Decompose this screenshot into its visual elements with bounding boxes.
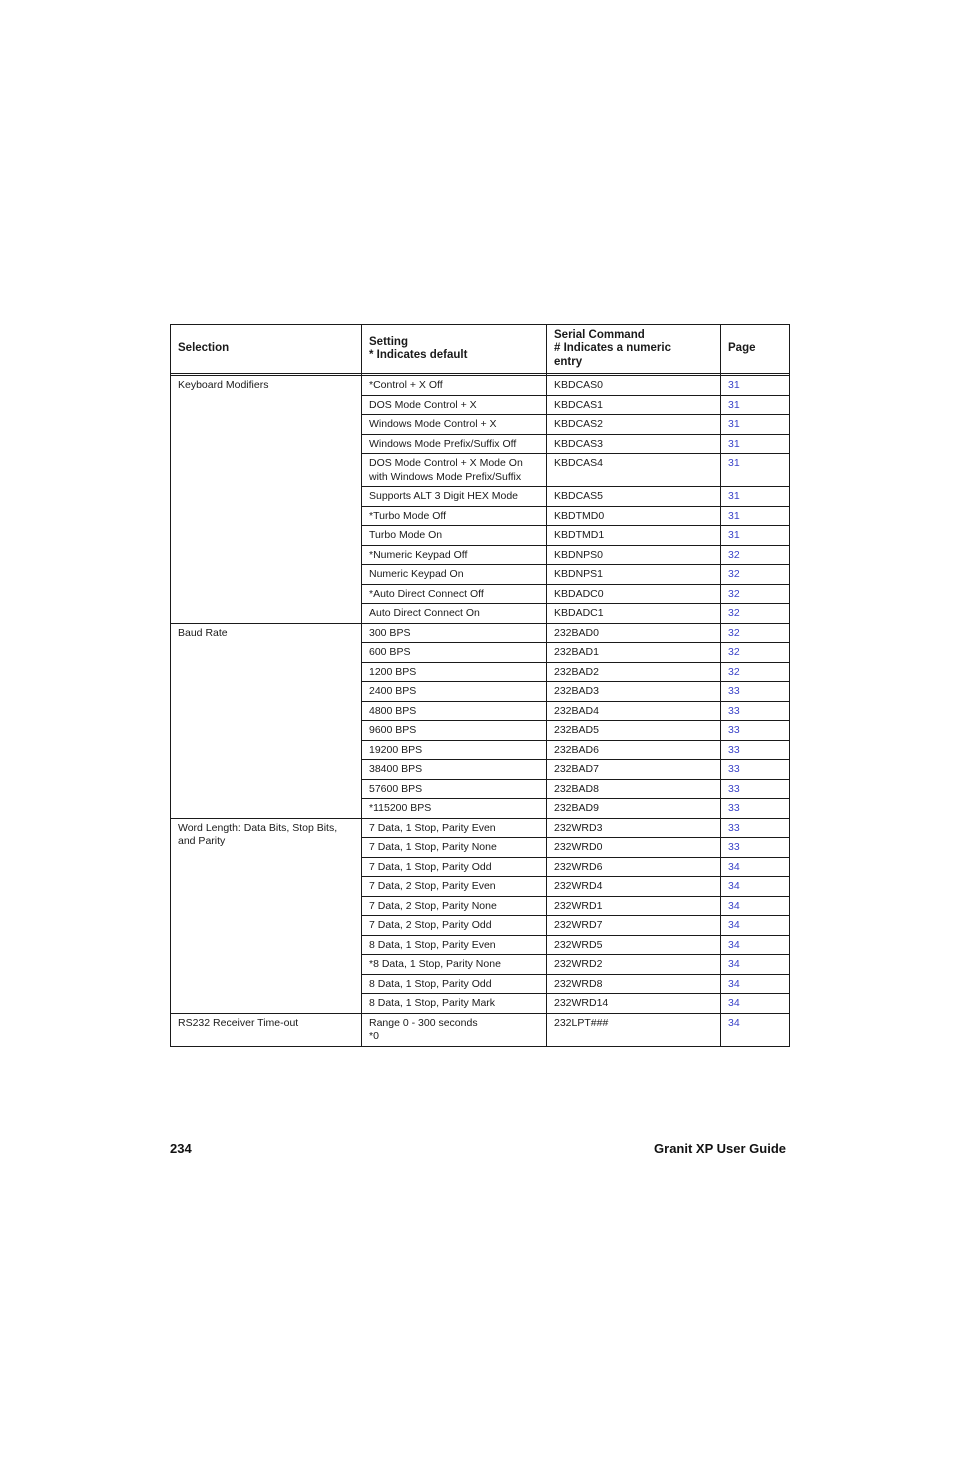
setting-text: 8 Data, 1 Stop, Parity Mark (369, 997, 496, 1009)
setting-text: 38400 BPS (369, 763, 423, 775)
command-cell: KBDCAS5 (547, 487, 721, 507)
page-link[interactable]: 33 (721, 818, 790, 838)
table-row (171, 376, 790, 396)
page-link[interactable]: 34 (721, 916, 790, 936)
setting-text: 7 Data, 2 Stop, Parity None (369, 899, 497, 912)
setting-text: *Turbo Mode Off (369, 509, 447, 522)
setting-cell (362, 434, 547, 454)
setting-cell (362, 604, 547, 624)
page-link[interactable]: 32 (721, 584, 790, 604)
header-setting: Setting * Indicates default (362, 325, 547, 374)
command-cell: 232WRD6 (547, 857, 721, 877)
page-link[interactable]: 32 (721, 623, 790, 643)
document-title: Granit XP User Guide (654, 1141, 786, 1156)
setting-text: Windows Mode Control + X (369, 418, 497, 430)
page-link[interactable]: 34 (721, 1013, 790, 1046)
setting-text: 8 Data, 1 Stop, Parity Odd (369, 977, 492, 990)
page-link[interactable]: 34 (721, 877, 790, 897)
setting-text: 57600 BPS (369, 782, 423, 795)
command-cell: 232BAD5 (547, 721, 721, 741)
command-cell: KBDCAS4 (547, 454, 721, 487)
page-link[interactable]: 33 (721, 682, 790, 702)
command-cell: 232BAD7 (547, 760, 721, 780)
page-link[interactable]: 34 (721, 955, 790, 975)
setting-text: Supports ALT 3 Digit HEX Mode (369, 490, 519, 502)
setting-cell (362, 740, 547, 760)
table-header (171, 325, 790, 376)
page-link[interactable]: 34 (721, 935, 790, 955)
setting-text: 1200 BPS (369, 665, 417, 678)
setting-cell (362, 779, 547, 799)
table-row (171, 623, 790, 643)
setting-cell (362, 506, 547, 526)
page-link[interactable]: 32 (721, 545, 790, 565)
header-selection: Selection (171, 325, 362, 374)
command-cell: 232BAD4 (547, 701, 721, 721)
page-link[interactable]: 33 (721, 760, 790, 780)
page-link[interactable]: 31 (721, 376, 790, 396)
page-link[interactable]: 31 (721, 526, 790, 546)
command-cell: KBDNPS0 (547, 545, 721, 565)
page-link[interactable]: 33 (721, 799, 790, 819)
page-link[interactable]: 32 (721, 643, 790, 663)
setting-cell (362, 896, 547, 916)
header-page: Page (721, 325, 790, 374)
command-cell: 232WRD7 (547, 916, 721, 936)
setting-cell (362, 1013, 547, 1046)
setting-text: Numeric Keypad On (369, 568, 464, 580)
command-cell: KBDTMD0 (547, 506, 721, 526)
table-body (171, 376, 790, 1047)
page-link[interactable]: 31 (721, 415, 790, 435)
command-cell: 232WRD3 (547, 818, 721, 838)
setting-text: 8 Data, 1 Stop, Parity Even (369, 938, 496, 951)
page-link[interactable]: 33 (721, 740, 790, 760)
command-cell: KBDCAS2 (547, 415, 721, 435)
setting-text: *Auto Direct Connect Off (369, 587, 484, 600)
setting-cell (362, 838, 547, 858)
setting-cell (362, 545, 547, 565)
page-link[interactable]: 31 (721, 434, 790, 454)
setting-default: *0 (369, 1030, 379, 1042)
setting-text: Auto Direct Connect On (369, 607, 480, 619)
setting-cell (362, 974, 547, 994)
command-cell: 232WRD8 (547, 974, 721, 994)
setting-text: Turbo Mode On (369, 529, 443, 541)
page-link[interactable]: 34 (721, 896, 790, 916)
setting-cell (362, 955, 547, 975)
setting-cell (362, 395, 547, 415)
setting-text: 7 Data, 2 Stop, Parity Odd (369, 919, 492, 931)
page-link[interactable]: 32 (721, 662, 790, 682)
page-link[interactable]: 33 (721, 721, 790, 741)
setting-text: *115200 BPS (369, 802, 432, 814)
command-cell: 232BAD8 (547, 779, 721, 799)
command-cell: 232BAD3 (547, 682, 721, 702)
setting-cell (362, 935, 547, 955)
setting-cell (362, 701, 547, 721)
setting-cell (362, 760, 547, 780)
page-link[interactable]: 34 (721, 994, 790, 1014)
setting-text: 600 BPS (369, 646, 411, 658)
setting-cell (362, 623, 547, 643)
page-link[interactable]: 34 (721, 857, 790, 877)
command-cell: 232BAD9 (547, 799, 721, 819)
setting-cell (362, 415, 547, 435)
setting-text: Range 0 - 300 seconds (369, 1016, 478, 1029)
page-link[interactable]: 32 (721, 565, 790, 585)
page-link[interactable]: 31 (721, 454, 790, 487)
command-cell: KBDTMD1 (547, 526, 721, 546)
page-number: 234 (170, 1141, 192, 1156)
setting-text: 9600 BPS (369, 724, 417, 736)
setting-text: 2400 BPS (369, 685, 417, 697)
page-link[interactable]: 31 (721, 395, 790, 415)
table-row (171, 1013, 790, 1046)
table-row (171, 818, 790, 838)
command-cell: KBDADC0 (547, 584, 721, 604)
command-cell: 232LPT### (547, 1013, 721, 1046)
setting-cell (362, 877, 547, 897)
page-link[interactable]: 33 (721, 701, 790, 721)
setting-cell (362, 584, 547, 604)
selection-cell: Keyboard Modifiers (171, 376, 362, 624)
setting-text: 7 Data, 1 Stop, Parity None (369, 841, 497, 853)
setting-text: 19200 BPS (369, 743, 423, 756)
setting-text: 7 Data, 1 Stop, Parity Odd (369, 860, 492, 873)
setting-cell (362, 818, 547, 838)
selection-cell: Baud Rate (171, 623, 362, 818)
settings-table (170, 324, 790, 1047)
setting-cell (362, 682, 547, 702)
selection-cell: Word Length: Data Bits, Stop Bits, and Parity (171, 818, 362, 1013)
command-cell: KBDNPS1 (547, 565, 721, 585)
command-cell: 232BAD2 (547, 662, 721, 682)
setting-text: Windows Mode Prefix/Suffix Off (369, 437, 517, 450)
setting-text: 300 BPS (369, 626, 411, 639)
setting-text: DOS Mode Control + X (369, 398, 477, 411)
setting-cell (362, 916, 547, 936)
setting-text: 7 Data, 2 Stop, Parity Even (369, 880, 496, 892)
command-cell: KBDCAS3 (547, 434, 721, 454)
setting-cell (362, 662, 547, 682)
setting-cell (362, 643, 547, 663)
selection-cell: RS232 Receiver Time-out (171, 1013, 362, 1046)
setting-text: *Numeric Keypad Off (369, 548, 468, 561)
header-serial-command: Serial Command # Indicates a numeric entry (547, 325, 721, 374)
command-cell: KBDCAS0 (547, 376, 721, 396)
setting-text: DOS Mode Control + X Mode On with Windows Mode Prefix/Suffix (369, 457, 523, 483)
page-link[interactable]: 31 (721, 487, 790, 507)
page-link[interactable]: 33 (721, 838, 790, 858)
setting-cell (362, 721, 547, 741)
command-cell: 232WRD5 (547, 935, 721, 955)
page-link[interactable]: 32 (721, 604, 790, 624)
setting-cell (362, 526, 547, 546)
setting-cell (362, 487, 547, 507)
setting-cell (362, 857, 547, 877)
setting-cell (362, 565, 547, 585)
page-link[interactable]: 34 (721, 974, 790, 994)
setting-text: 7 Data, 1 Stop, Parity Even (369, 821, 496, 834)
command-cell: 232BAD6 (547, 740, 721, 760)
setting-cell (362, 799, 547, 819)
command-cell: KBDADC1 (547, 604, 721, 624)
command-cell: 232WRD0 (547, 838, 721, 858)
setting-cell (362, 376, 547, 396)
command-cell: KBDCAS1 (547, 395, 721, 415)
page-link[interactable]: 31 (721, 506, 790, 526)
command-cell: 232WRD2 (547, 955, 721, 975)
command-cell: 232WRD4 (547, 877, 721, 897)
command-cell: 232BAD0 (547, 623, 721, 643)
setting-text: *Control + X Off (369, 379, 443, 391)
setting-cell (362, 454, 547, 487)
command-cell: 232BAD1 (547, 643, 721, 663)
command-cell: 232WRD1 (547, 896, 721, 916)
setting-text: 4800 BPS (369, 704, 417, 717)
setting-cell (362, 994, 547, 1014)
page-link[interactable]: 33 (721, 779, 790, 799)
command-cell: 232WRD14 (547, 994, 721, 1014)
setting-text: *8 Data, 1 Stop, Parity None (369, 958, 501, 970)
